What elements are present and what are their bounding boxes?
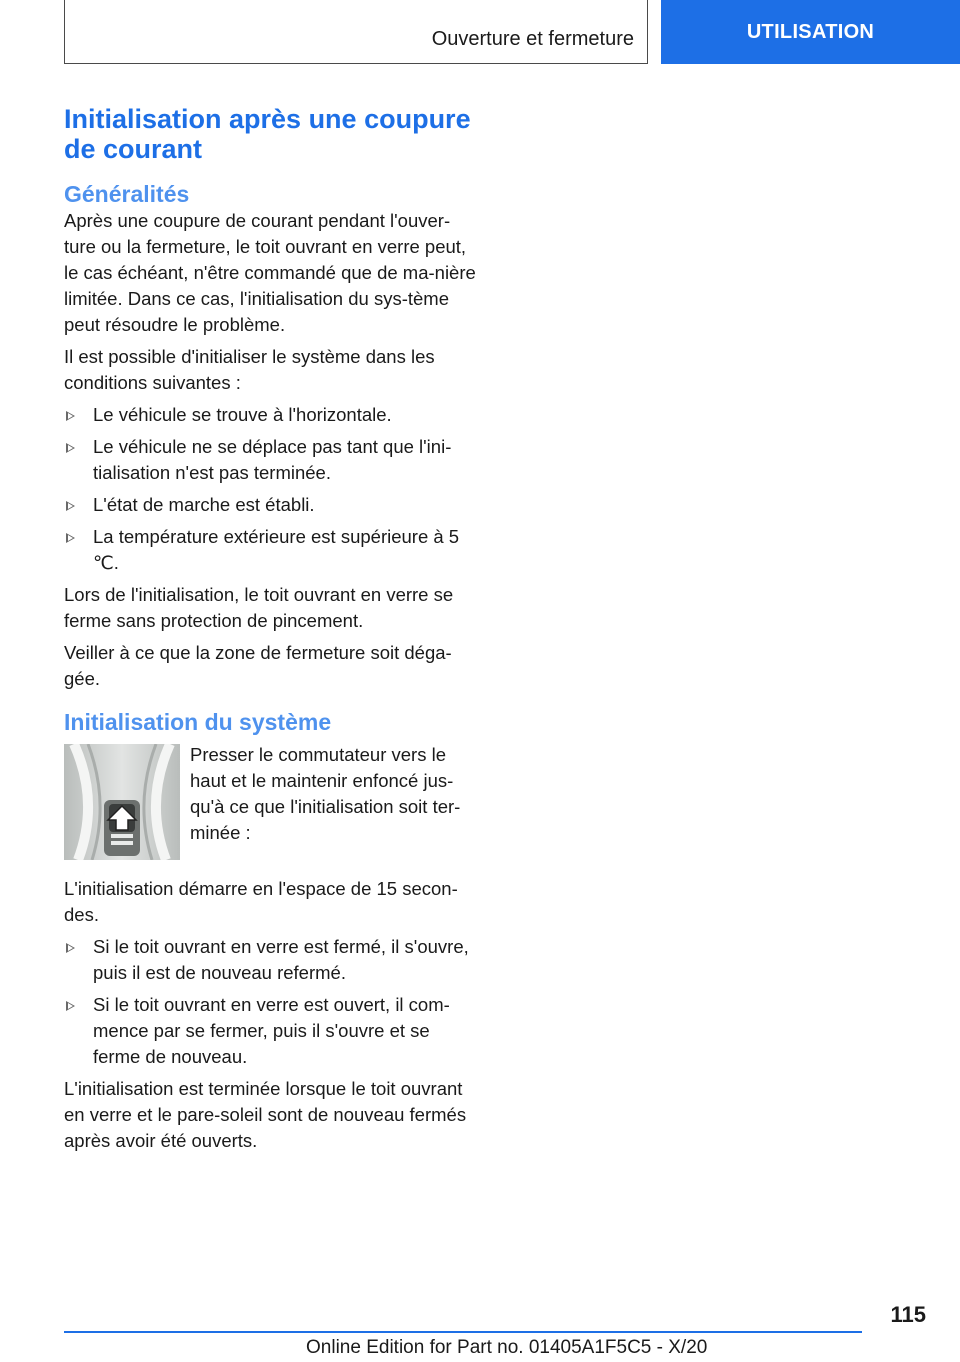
paragraph: Après une coupure de courant pendant l'ouver-ture ou la fermeture, le toit ouvrant en verre peut, le cas échéant, n'être commandé que de ma-nière limitée. Dans ce cas, l'initialisation du sys-tème peut résoudre le problème.: [64, 210, 476, 335]
roof-switch-illustration: [64, 744, 180, 860]
figure-row: [64, 742, 480, 860]
header-tab-label: UTILISATION: [746, 20, 875, 43]
roof-switch-icon: [64, 744, 180, 860]
bullet-triangle-icon: [66, 533, 75, 543]
header-tab-utilisation[interactable]: [661, 0, 960, 64]
header-section-title: Ouverture et fermeture: [431, 28, 634, 50]
conditions-list: [64, 402, 480, 576]
behaviour-list: [64, 934, 480, 1070]
section-heading-initialisation-systeme: Initialisation du système: [64, 709, 332, 735]
footer-edition: Online Edition for Part no. 01405A1F5C5 - X/20: [306, 1337, 708, 1358]
main-content: [64, 104, 480, 1154]
list-item: Si le toit ouvrant en verre est fermé, il s'ouvre, puis il est de nouveau refermé.: [64, 934, 480, 986]
bullet-triangle-icon: [66, 943, 75, 953]
paragraph: L'initialisation démarre en l'espace de 15 secon-des.: [64, 878, 458, 925]
bullet-triangle-icon: [66, 501, 75, 511]
list-item: L'état de marche est établi.: [64, 492, 480, 518]
footer-rule: [64, 1331, 862, 1333]
list-item: Le véhicule ne se déplace pas tant que l'ini-tialisation n'est pas terminée.: [64, 434, 480, 486]
page-title: Initialisation après une coupure de courant: [64, 104, 471, 164]
figure-instruction: Presser le commutateur vers le haut et le maintenir enfoncé jus-qu'à ce que l'initialisation soit ter-minée :: [190, 744, 461, 843]
paragraph: Il est possible d'initialiser le système dans les conditions suivantes :: [64, 346, 435, 393]
bullet-triangle-icon: [66, 1001, 75, 1011]
section-heading-generalites: Généralités: [64, 181, 190, 207]
list-item: Le véhicule se trouve à l'horizontale.: [64, 402, 480, 428]
paragraph: Veiller à ce que la zone de fermeture soit déga-gée.: [64, 642, 452, 689]
bullet-triangle-icon: [66, 443, 75, 453]
paragraph: L'initialisation est terminée lorsque le toit ouvrant en verre et le pare-soleil sont de nouveau fermés après avoir été ouverts.: [64, 1078, 467, 1151]
page-number: 115: [890, 1302, 926, 1327]
paragraph: Lors de l'initialisation, le toit ouvrant en verre se ferme sans protection de pincement.: [64, 584, 454, 631]
list-item: Si le toit ouvrant en verre est ouvert, il com-mence par se fermer, puis il s'ouvre et se ferme de nouveau.: [64, 992, 480, 1070]
list-item: La température extérieure est supérieure à 5 ℃.: [64, 524, 480, 576]
bullet-triangle-icon: [66, 411, 75, 421]
